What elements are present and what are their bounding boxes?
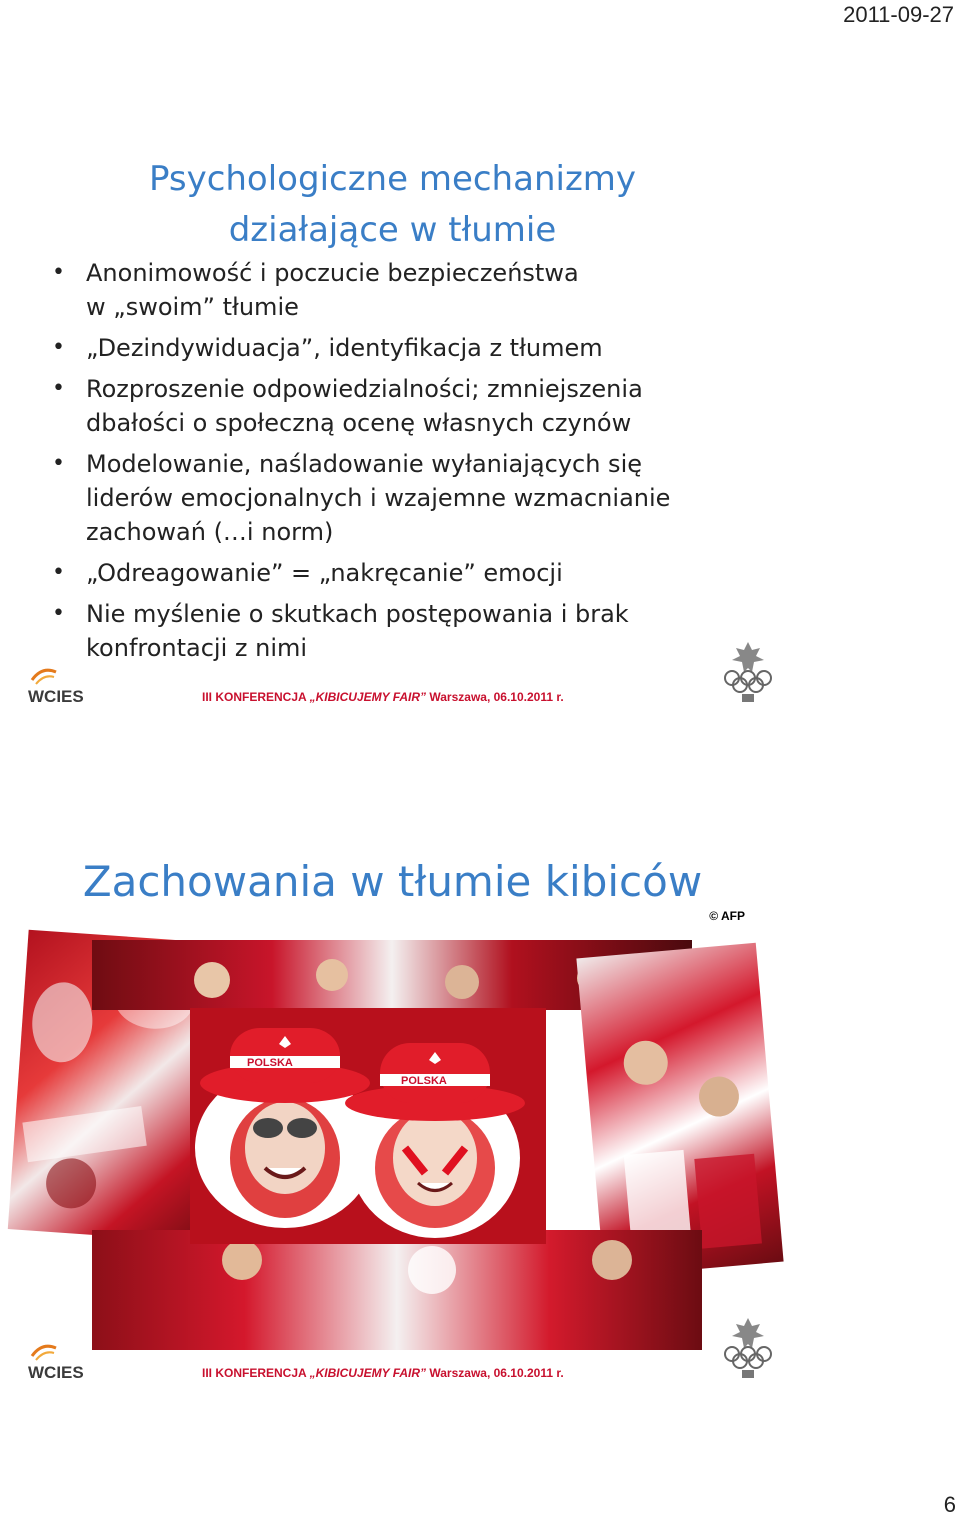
footer-part-1: III KONFERENCJA (202, 1366, 310, 1380)
bullet-item (50, 556, 750, 590)
bullet-line: • Anonimowość i poczucie bezpieczeństwa (86, 259, 579, 287)
conference-footer-text (202, 1366, 564, 1380)
title-line-2: działające w tłumie (228, 210, 557, 250)
svg-text:POLSKA: POLSKA (401, 1075, 447, 1087)
fans-photo-main (190, 1008, 546, 1244)
olympic-eagle-icon (722, 1314, 774, 1380)
footer-part-3: Warszawa, 06.10.2011 r. (426, 1366, 564, 1380)
bullet-line: liderów emocjonalnych i wzajemne wzmacnianie (86, 484, 671, 512)
fans-bottom-art (92, 1230, 702, 1350)
bullet-line: w „swoim” tłumie (86, 293, 299, 321)
bullet-line: dbałości o społeczną ocenę własnych czynów (86, 409, 632, 437)
svg-text:WCIES: WCIES (28, 1363, 84, 1382)
conference-footer-text (202, 690, 564, 704)
svg-text:WCIES: WCIES (28, 687, 84, 706)
bullet-line: • „Odreagowanie” = „nakręcanie” emocji (86, 559, 563, 587)
fans-photo-collage (0, 930, 800, 1350)
fans-photo-bottom (92, 1230, 702, 1350)
wcies-logo-icon (26, 1340, 86, 1382)
slide-footer (0, 660, 800, 710)
footer-part-1: III KONFERENCJA (202, 690, 310, 704)
bullet-line: • „Dezindywiduacja”, identyfikacja z tłumem (86, 334, 603, 362)
slide-2 (0, 840, 800, 1385)
bullet-line: konfrontacji z nimi (86, 634, 308, 662)
bullet-line: zachowań (…i norm) (86, 518, 334, 546)
bullet-list (50, 256, 750, 672)
photo-credit: © AFP (709, 909, 745, 923)
bullet-item (50, 256, 750, 324)
fans-photo-right (576, 943, 783, 1277)
bullet-line: • Nie myślenie o skutkach postępowania i brak (86, 600, 629, 628)
fans-right-art (576, 943, 783, 1277)
bullet-item (50, 372, 750, 440)
footer-part-2: „KIBICUJEMY FAIR” (309, 1366, 427, 1380)
svg-text:POLSKA: POLSKA (247, 1057, 293, 1069)
olympic-eagle-icon (722, 638, 774, 704)
footer-part-2: „KIBICUJEMY FAIR” (309, 690, 427, 704)
slide-2-title: Zachowania w tłumie kibiców (82, 857, 703, 906)
footer-part-3: Warszawa, 06.10.2011 r. (426, 690, 564, 704)
slide-1 (0, 140, 800, 710)
bullet-item (50, 331, 750, 365)
bullet-item (50, 447, 750, 549)
bullet-line: • Rozproszenie odpowiedzialności; zmniejszenia (86, 375, 643, 403)
slide-footer (0, 1336, 800, 1386)
title-line-1: Psychologiczne mechanizmy (148, 159, 637, 199)
page-number: 6 (943, 1492, 956, 1517)
fans-main-art (190, 1008, 546, 1244)
header-date: 2011-09-27 (843, 2, 954, 27)
slide-1-title (0, 154, 785, 256)
bullet-item (50, 597, 750, 665)
bullet-line: • Modelowanie, naśladowanie wyłaniających się (86, 450, 642, 478)
wcies-logo-icon (26, 664, 86, 706)
